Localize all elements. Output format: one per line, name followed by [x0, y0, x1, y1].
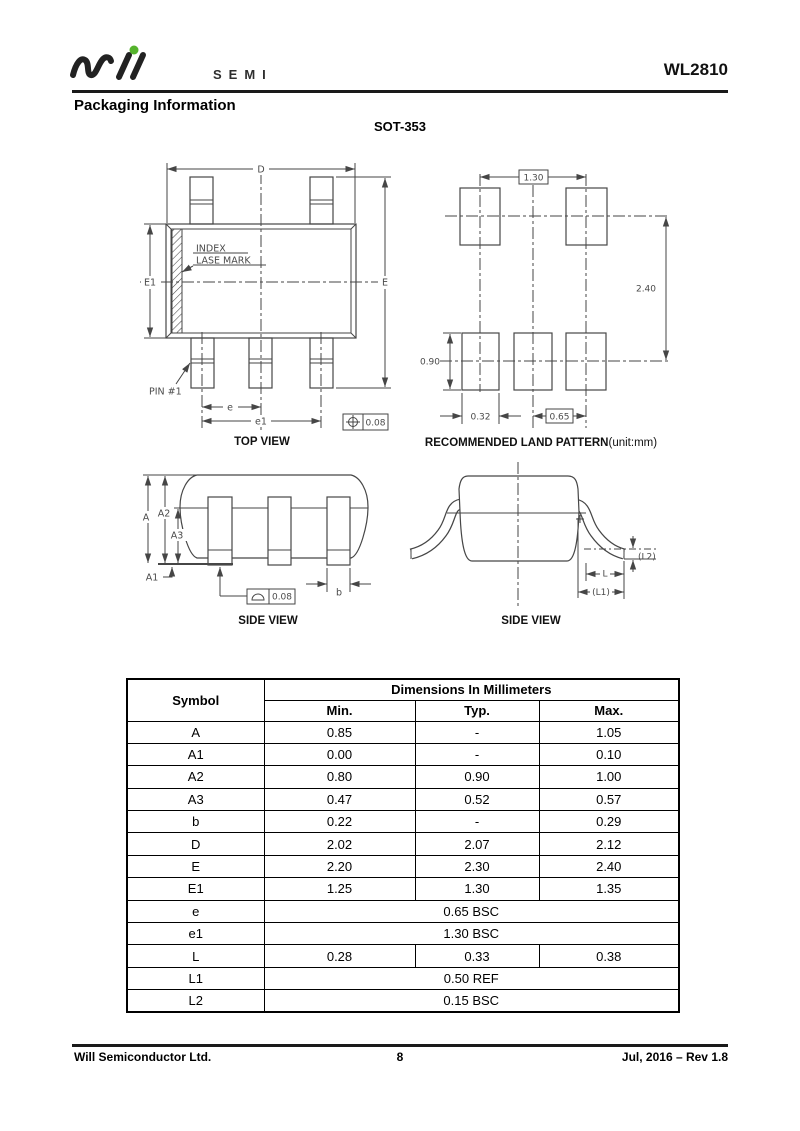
symbol-cell: A2	[127, 766, 264, 788]
logo-green-dot-icon	[130, 46, 139, 55]
part-number: WL2810	[663, 60, 728, 79]
col-header-typ: Typ.	[415, 700, 539, 721]
package-drawings	[0, 150, 800, 650]
dim-label-e: e	[227, 402, 233, 414]
symbol-cell: A3	[127, 788, 264, 810]
symbol-cell: E	[127, 855, 264, 877]
symbol-cell: L2	[127, 990, 264, 1012]
top-view-caption: TOP VIEW	[234, 436, 290, 449]
footer-rule	[72, 1044, 728, 1047]
top-view-drawing	[140, 163, 393, 448]
symbol-cell: e	[127, 900, 264, 922]
table-row: L2 0.15 BSC	[127, 990, 679, 1012]
table-row: A1 0.00 - 0.10	[127, 743, 679, 765]
col-header-max: Max.	[539, 700, 679, 721]
table-title: Dimensions In Millimeters	[264, 679, 679, 700]
side-view-b-caption: SIDE VIEW	[501, 615, 561, 628]
table-row: e 0.65 BSC	[127, 900, 679, 922]
side-view-a-drawing	[140, 475, 371, 627]
side-view-b-drawing	[411, 462, 656, 627]
side-view-a-caption: SIDE VIEW	[238, 615, 298, 628]
land-pattern-caption-bold: RECOMMENDED LAND PATTERN	[424, 437, 609, 450]
dim-top-pitch: 1.30	[523, 173, 544, 184]
dim-pad-width: 0.32	[470, 412, 491, 423]
logo-semi-text: SEMI	[213, 67, 273, 82]
dim-label-D: D	[257, 164, 265, 176]
dim-label-E1: E1	[143, 277, 157, 289]
position-tolerance-frame	[343, 414, 388, 430]
table-row: D 2.02 2.07 2.12	[127, 833, 679, 855]
dim-label-L: L	[602, 569, 608, 580]
symbol-cell: A1	[127, 743, 264, 765]
land-pattern-caption	[425, 437, 657, 449]
symbol-cell: D	[127, 833, 264, 855]
index-mark-hatch	[172, 229, 182, 333]
symbol-cell: E1	[127, 878, 264, 900]
table-row: A2 0.80 0.90 1.00	[127, 766, 679, 788]
table-row: L 0.28 0.33 0.38	[127, 945, 679, 967]
footer-company: Will Semiconductor Ltd.	[74, 1050, 212, 1064]
pin1-label: PIN #1	[149, 386, 182, 398]
dim-label-b: b	[335, 587, 343, 599]
symbol-cell: A	[127, 721, 264, 743]
symbol-cell: L	[127, 945, 264, 967]
table-row: A 0.85 - 1.05	[127, 721, 679, 743]
dim-label-A: A	[142, 512, 150, 524]
col-header-symbol: Symbol	[127, 679, 264, 721]
page-title: Packaging Information	[74, 97, 236, 114]
position-tolerance-value: 0.08	[365, 418, 386, 429]
package-name: SOT-353	[373, 119, 427, 134]
willsemi-logo-icon	[68, 44, 213, 90]
symbol-cell: L1	[127, 967, 264, 989]
lase-mark-label: LASE MARK	[196, 255, 251, 267]
footer-page-number: 8	[396, 1050, 404, 1064]
table-row: e1 1.30 BSC	[127, 923, 679, 945]
table-row: b 0.22 - 0.29	[127, 811, 679, 833]
dimensions-table	[126, 678, 680, 1013]
dim-pad-height: 0.90	[419, 357, 441, 368]
dim-label-A3: A3	[170, 530, 184, 542]
dim-label-L2: (L2)	[638, 552, 656, 563]
table-row: L1 0.50 REF	[127, 967, 679, 989]
table-row: E1 1.25 1.30 1.35	[127, 878, 679, 900]
col-header-min: Min.	[264, 700, 415, 721]
dim-label-A2: A2	[157, 508, 171, 520]
land-pattern-caption-unit: (unit:mm)	[608, 437, 658, 450]
header-rule	[72, 90, 728, 93]
index-label: INDEX	[196, 243, 226, 255]
seating-plane-tolerance-frame	[220, 567, 295, 604]
dim-pad-pitch: 0.65	[549, 412, 570, 423]
table-row: A3 0.47 0.52 0.57	[127, 788, 679, 810]
symbol-cell: e1	[127, 923, 264, 945]
dim-label-L1: (L1)	[592, 588, 610, 598]
land-pattern-drawing	[420, 170, 668, 449]
dim-label-A1: A1	[145, 572, 159, 584]
symbol-cell: b	[127, 811, 264, 833]
table-row: E 2.20 2.30 2.40	[127, 855, 679, 877]
dim-span-height: 2.40	[635, 284, 657, 295]
footer-revision: Jul, 2016 – Rev 1.8	[621, 1050, 728, 1064]
dim-label-e1: e1	[255, 416, 267, 428]
seating-tolerance-value: 0.08	[271, 592, 293, 603]
dim-label-E: E	[381, 277, 389, 289]
